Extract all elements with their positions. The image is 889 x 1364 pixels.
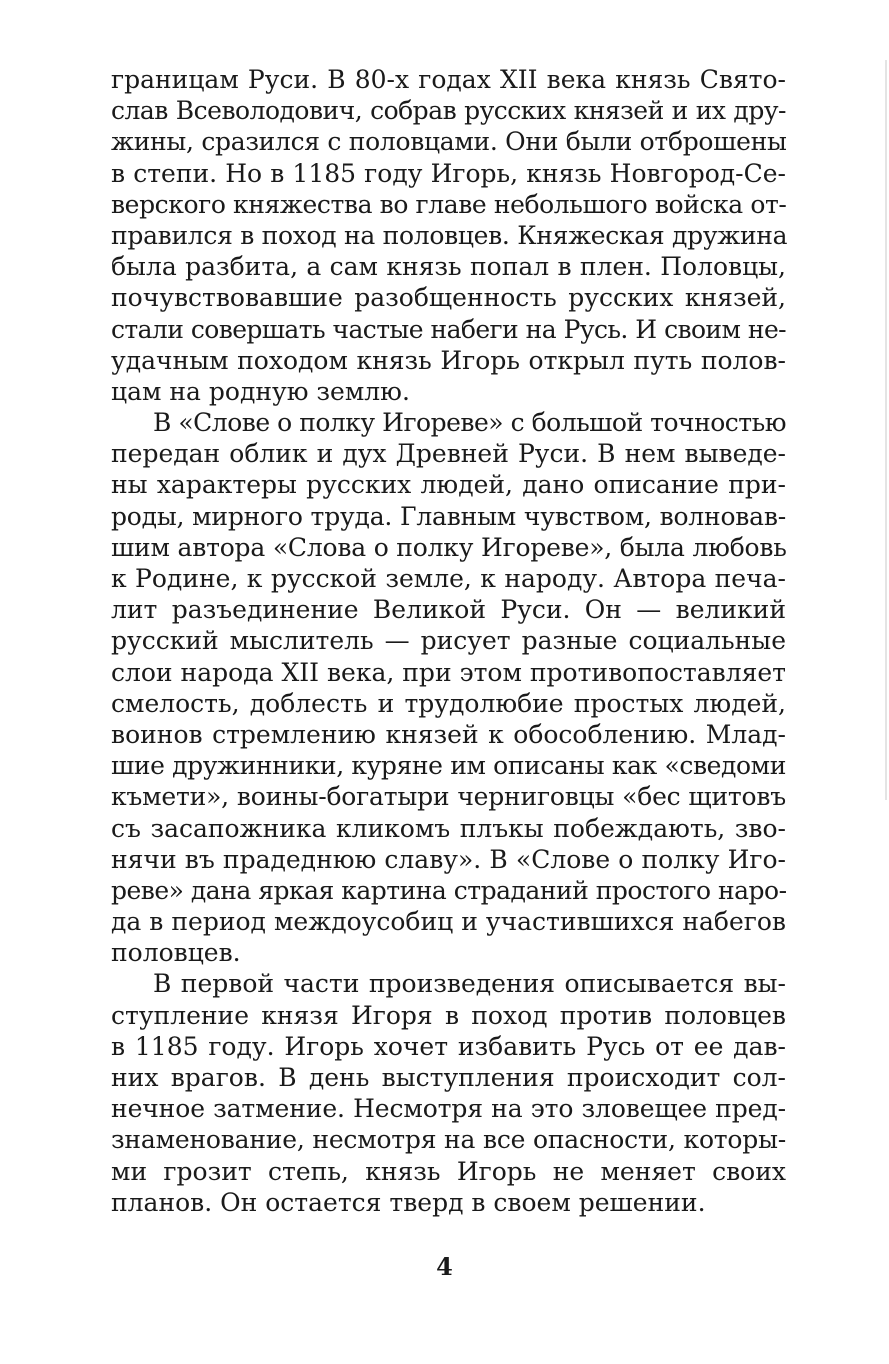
text-line: роды, мирного труда. Главным чувством, волновав- xyxy=(111,501,786,531)
text-line: шим автора «Слова о полку Игореве», была любовь xyxy=(111,532,787,562)
text-line: лит разъединение Великой Руси. Он — великий xyxy=(111,595,786,625)
text-line: границам Руси. В 80-х годах XII века князь Свято- xyxy=(111,65,786,94)
text-line: половцев. xyxy=(111,938,241,968)
page-body xyxy=(111,64,786,1218)
text-line: нечное затмение. Несмотря на это зловещее пред- xyxy=(111,1094,786,1124)
paragraph-2 xyxy=(111,407,786,968)
paragraph-3 xyxy=(111,968,786,1218)
text-line: передан облик и дух Древней Руси. В нем выведе- xyxy=(111,439,786,469)
text-line: ны характеры русских людей, дано описание при- xyxy=(111,470,786,500)
page-number: 4 xyxy=(436,1252,453,1281)
text-line: в 1185 году. Игорь хочет избавить Русь от ее дав- xyxy=(111,1031,786,1061)
text-line: В «Слове о полку Игореве» с большой точностью xyxy=(153,408,786,438)
text-line: съ засапожника кликомъ плъкы побеждають, зво- xyxy=(111,813,786,843)
text-line: шие дружинники, куряне им описаны как «сведоми xyxy=(111,751,786,781)
text-line: жины, сразился с половцами. Они были отброшены xyxy=(111,127,787,157)
text-line: планов. Он остается тверд в своем решении. xyxy=(111,1187,706,1217)
text-line: в степи. Но в 1185 году Игорь, князь Новгород-Се- xyxy=(111,158,786,188)
text-line: ступление князя Игоря в поход против половцев xyxy=(111,1000,786,1030)
text-line: реве» дана яркая картина страданий простого наро- xyxy=(111,875,787,905)
text-line: цам на родную землю. xyxy=(111,376,410,406)
text-line: слои народа XII века, при этом противопоставляет xyxy=(111,657,786,687)
text-line: стали совершать частые набеги на Русь. И своим не- xyxy=(111,314,786,344)
text-line: ми грозит степь, князь Игорь не меняет своих xyxy=(111,1156,786,1186)
paragraph-1 xyxy=(111,64,786,407)
text-line: В первой части произведения описывается вы- xyxy=(153,969,786,999)
text-line: да в период междоусобиц и участившихся набегов xyxy=(111,907,786,937)
text-line: удачным походом князь Игорь открыл путь полов- xyxy=(111,345,786,375)
text-line: воинов стремлению князей к обособлению. Млад- xyxy=(111,719,786,749)
text-line: почувствовавшие разобщенность русских князей, xyxy=(111,283,786,313)
page-edge-shadow xyxy=(885,60,887,800)
text-line: знаменование, несмотря на все опасности, которы- xyxy=(111,1125,787,1155)
text-line: слав Всеволодович, собрав русских князей и их дру- xyxy=(111,96,786,126)
text-line: них врагов. В день выступления происходит сол- xyxy=(111,1063,786,1092)
text-line: верского княжества во главе небольшого войска от- xyxy=(111,189,787,219)
text-line: смелость, доблесть и трудолюбие простых людей, xyxy=(111,688,786,718)
text-line: правился в поход на половцев. Княжеская дружина xyxy=(111,220,788,250)
text-line: нячи въ прадеднюю славу». В «Слове о полку Иго- xyxy=(111,844,786,874)
text-line: к Родине, к русской земле, к народу. Автора печа- xyxy=(111,564,786,593)
text-line: русский мыслитель — рисует разные социальные xyxy=(111,626,786,656)
text-line: къмети», воины-богатыри черниговцы «бес щитовъ xyxy=(111,782,786,812)
text-line: была разбита, а сам князь попал в плен. Половцы, xyxy=(111,252,786,282)
